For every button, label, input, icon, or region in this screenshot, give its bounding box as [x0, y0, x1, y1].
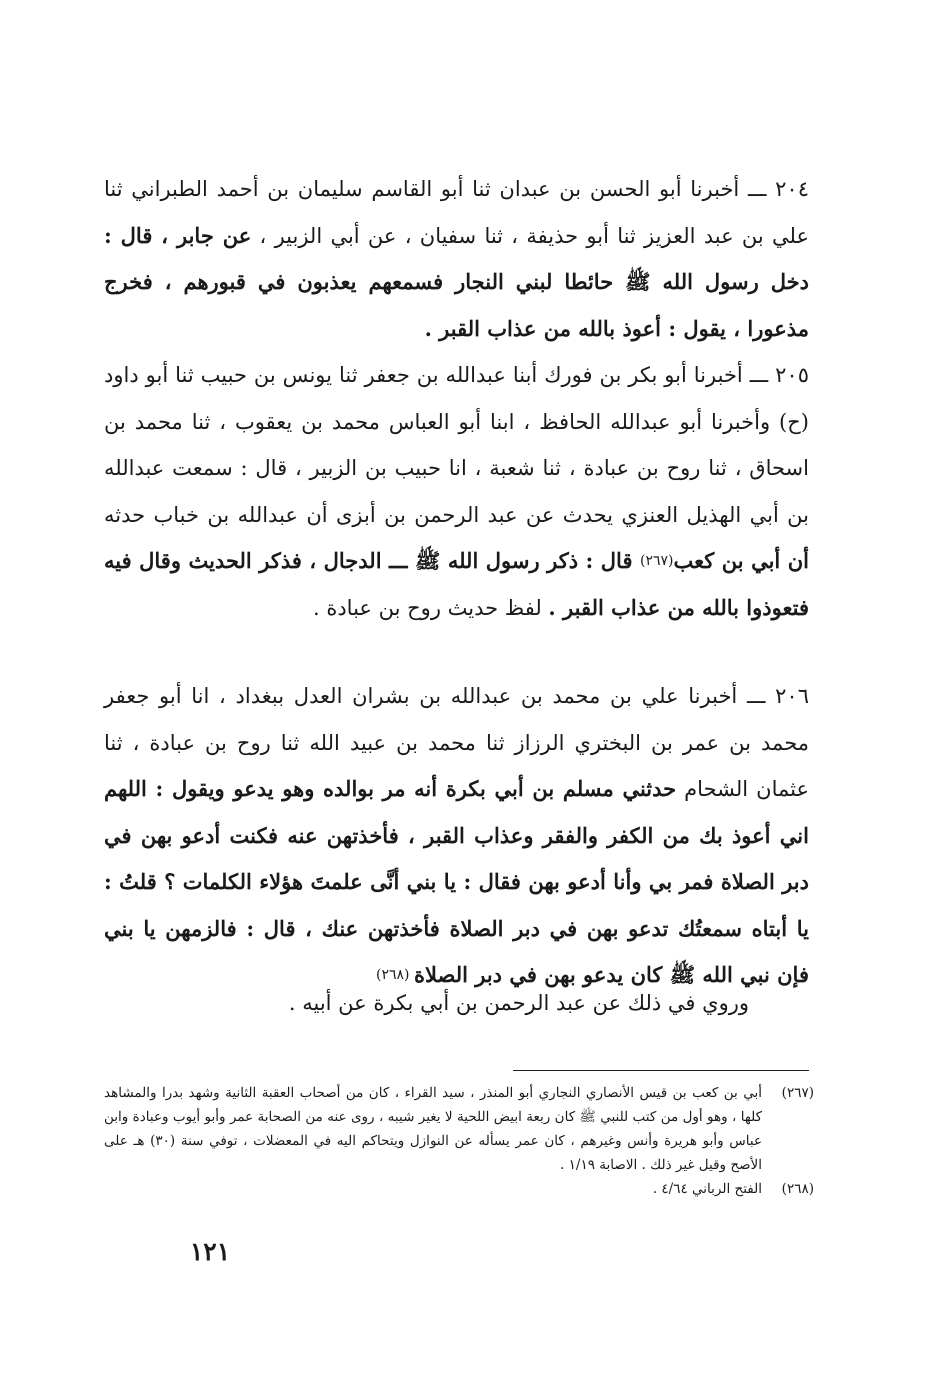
para-205-companion: أن أبي بن كعب: [673, 548, 810, 573]
para-205-closing: لفظ حديث روح بن عبادة .: [312, 595, 549, 620]
footnote-ref-268: (٢٦٨): [376, 967, 414, 983]
footnotes: [104, 1081, 814, 1201]
footnote-268: [104, 1177, 814, 1201]
footnote-number: (٢٦٨): [781, 1181, 814, 1197]
para-204-matn: عن جابر ، قال : دخل رسول الله ﷺ حائطا لبني النجار فسمعهم يعذبون في قبورهم ، فخرج مذعورا ، يقول : أعوذ بالله من عذاب القبر .: [104, 222, 809, 341]
para-204-chain: ٢٠٤ ـــ أخبرنا أبو الحسن بن عبدان ثنا أبو القاسم سليمان بن أحمد الطبراني ثنا علي بن عبد العزيز ثنا أبو حذيفة ، ثنا سفيان ، عن أبي الزبير ،: [104, 177, 809, 248]
footnote-number: (٢٦٧): [781, 1085, 814, 1101]
narration-note: وروي في ذلك عن عبد الرحمن بن أبي بكرة عن أبيه .: [288, 991, 749, 1015]
para-206-matn: حدثني مسلم بن أبي بكرة أنه مر بوالده وهو يدعو ويقول : اللهم اني أعوذ بك من الكفر والفقر وعذاب القبر ، فأخذتهن عنه فكنت أدعو بهن في دبر الصلاة فمر بي وأنا أدعو بهن فقال : يا بني أنَّى علمتَ هؤلاء الكلمات ؟ قلتُ : يا أبتاه سمعتُك تدعو بهن في دبر الصلاة فأخذتهن عنك ، قال : فالزمهن يا بني فإن نبي الله ﷺ كان يدعو بهن في دبر الصلاة: [104, 776, 809, 987]
para-205-chain: ٢٠٥ ـــ أخبرنا أبو بكر بن فورك أبنا عبدالله بن جعفر ثنا يونس بن حبيب ثنا أبو داود (ح) وأخبرنا أبو عبدالله الحافظ ، ابنا أبو العباس محمد بن يعقوب ، ثنا محمد بن اسحاق ، ثنا روح بن عبادة ، ثنا شعبة ، انا حبيب بن الزبير ، قال : سمعت عبدالله بن أبي الهذيل العنزي يحدث عن عبد الرحمن بن أبزى أن عبدالله بن خباب حدثه: [104, 363, 809, 527]
hadith-paragraph-204: [104, 166, 809, 352]
footnote-ref-267: (٢٦٧): [640, 553, 674, 569]
footnote-divider: [513, 1070, 809, 1071]
page-number: ١٢١: [189, 1237, 231, 1266]
para-205-matn: قال : ذكر رسول الله ﷺ ـــ الدجال ، فذكر الحديث وقال فيه فتعوذوا بالله من عذاب القبر .: [104, 548, 809, 620]
para-206-chain: ٢٠٦ ـــ أخبرنا علي بن محمد بن عبدالله بن بشران العدل ببغداد ، انا أبو جعفر محمد بن عمر بن البختري الرزاز ثنا محمد بن عبيد الله ثنا روح بن عبادة ، ثنا عثمان الشحام: [104, 684, 809, 801]
footnote-text: أبي بن كعب بن قيس الأنصاري النجاري أبو المنذر ، سيد القراء ، كان من أصحاب العقبة الثانية وشهد بدرا والمشاهد كلها ، وهو أول من كتب للنبي ﷺ كان ربعة ابيض اللحية لا يغير شيبه ، روى عنه من الصحابة عمر وأبو أيوب وعبادة وابن عباس وأبو هريرة وأنس وغيرهم ، كان عمر يسأله عن النوازل ويتحاكم اليه في المعضلات ، توفي سنة (٣٠) هـ على الأصح وقيل غير ذلك . الاصابة ١/١٩ .: [104, 1085, 762, 1173]
footnote-267: [104, 1081, 814, 1177]
hadith-paragraph-205: [104, 352, 809, 631]
footnote-text: الفتح الرباني ٤/٦٤ .: [652, 1181, 762, 1197]
hadith-paragraph-206: [104, 673, 809, 999]
